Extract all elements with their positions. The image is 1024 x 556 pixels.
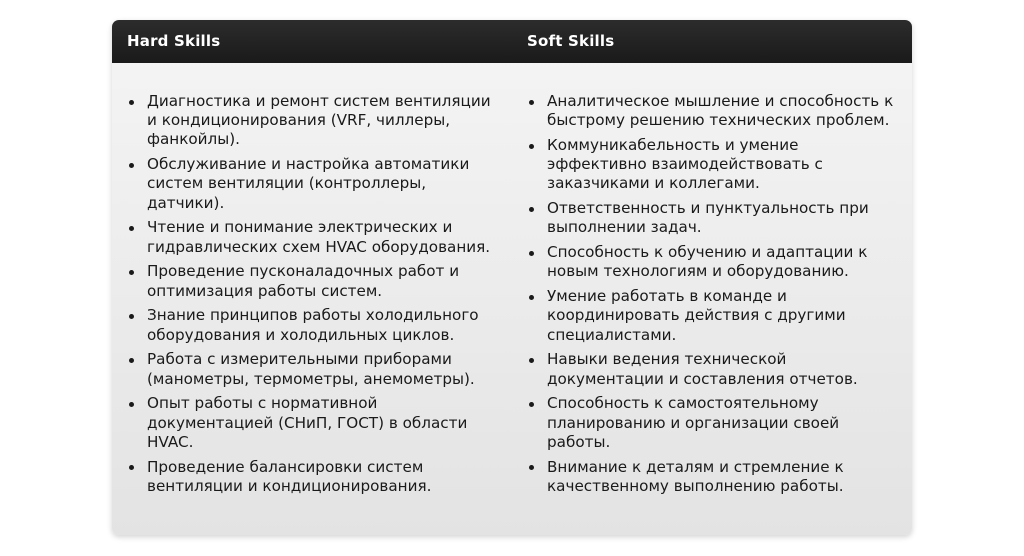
list-item-text: Проведение балансировки систем вентиляции и кондиционирования.	[147, 457, 432, 495]
list-item	[127, 394, 497, 452]
list-item-text: Навыки ведения технической документации и составления отчетов.	[547, 350, 858, 388]
bullet-icon	[129, 226, 134, 231]
list-item	[527, 199, 897, 237]
list-item-text: Внимание к деталям и стремление к качественному выполнению работы.	[547, 457, 844, 495]
list-item-text: Работа с измерительными приборами (манометры, термометры, анемометры).	[147, 350, 475, 388]
hard-skills-list	[127, 92, 497, 496]
list-item	[527, 136, 897, 194]
list-item-text: Аналитическое мышление и способность к быстрому решению технических проблем.	[547, 92, 894, 130]
list-item	[527, 394, 897, 452]
bullet-icon	[129, 100, 134, 105]
list-item	[127, 306, 497, 344]
soft-skills-column	[527, 92, 897, 502]
list-item-text: Диагностика и ремонт систем вентиляции и кондиционирования (VRF, чиллеры, фанкойлы).	[147, 92, 491, 149]
bullet-icon	[129, 163, 134, 168]
list-item	[127, 155, 497, 213]
list-item-text: Обслуживание и настройка автоматики систем вентиляции (контроллеры, датчики).	[147, 155, 470, 212]
hard-skills-heading: Hard Skills	[127, 32, 221, 50]
list-item	[527, 350, 897, 388]
list-item-text: Проведение пусконаладочных работ и оптимизация работы систем.	[147, 262, 460, 300]
list-item-text: Чтение и понимание электрических и гидравлических схем HVAC оборудования.	[147, 218, 491, 256]
bullet-icon	[529, 251, 534, 256]
soft-skills-list	[527, 92, 897, 496]
bullet-icon	[129, 465, 134, 470]
table-header	[112, 20, 912, 63]
list-item-text: Коммуникабельность и умение эффективно взаимодействовать с заказчиками и коллегами.	[547, 136, 823, 193]
list-item-text: Способность к обучению и адаптации к новым технологиям и оборудованию.	[547, 243, 868, 281]
list-item-text: Знание принципов работы холодильного оборудования и холодильных циклов.	[147, 306, 479, 344]
bullet-icon	[129, 314, 134, 319]
list-item	[127, 458, 497, 496]
list-item-text: Опыт работы с нормативной документацией (СНиП, ГОСТ) в области HVAC.	[147, 394, 468, 451]
list-item	[527, 458, 897, 496]
list-item	[127, 92, 497, 150]
bullet-icon	[529, 144, 534, 149]
bullet-icon	[529, 295, 534, 300]
list-item	[527, 243, 897, 281]
list-item	[527, 92, 897, 130]
bullet-icon	[529, 207, 534, 212]
skills-table	[112, 20, 912, 535]
list-item	[127, 218, 497, 256]
soft-skills-heading: Soft Skills	[527, 32, 615, 50]
bullet-icon	[129, 270, 134, 275]
bullet-icon	[529, 358, 534, 363]
bullet-icon	[529, 100, 534, 105]
list-item	[127, 262, 497, 300]
bullet-icon	[529, 465, 534, 470]
list-item	[127, 350, 497, 388]
list-item-text: Ответственность и пунктуальность при выполнении задач.	[547, 199, 869, 237]
hard-skills-column	[127, 92, 497, 502]
bullet-icon	[129, 402, 134, 407]
bullet-icon	[529, 402, 534, 407]
bullet-icon	[129, 358, 134, 363]
list-item-text: Способность к самостоятельному планированию и организации своей работы.	[547, 394, 840, 451]
list-item	[527, 287, 897, 345]
list-item-text: Умение работать в команде и координировать действия с другими специалистами.	[547, 287, 846, 344]
